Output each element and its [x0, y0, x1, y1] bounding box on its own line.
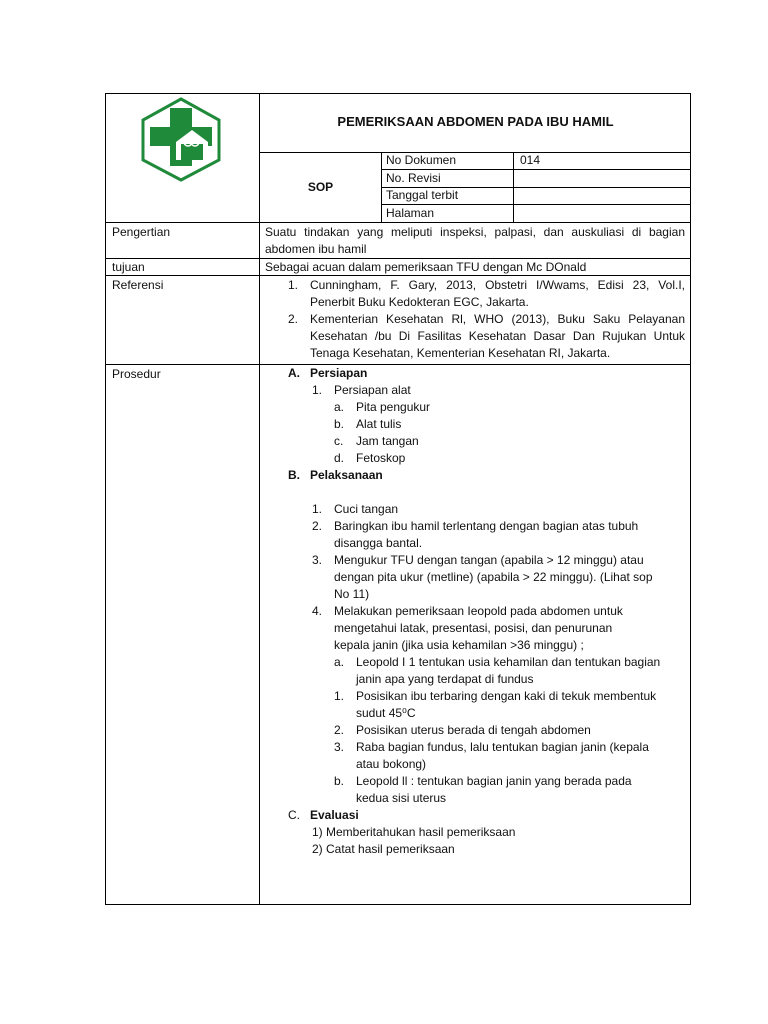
referensi-label: Referensi	[112, 278, 164, 292]
list-item: a. Leopold I 1 tentukan usia kehamilan dan tentukan bagian janin apa yang terdapat di fundus	[334, 655, 661, 686]
meta-value-tanggal-terbit	[520, 187, 697, 204]
prosedur-content	[288, 365, 688, 858]
meta-labels	[382, 152, 513, 222]
meta-label-halaman: Halaman	[386, 206, 435, 220]
list-item: 1. Persiapan alat	[312, 383, 411, 397]
list-item: 4. Melakukan pemeriksaan Ieopold pada abdomen untuk mengetahui latak, presentasi, posisi, dan penurunan kepala janin (jika usia kehamilan >36 minggu) ;	[312, 604, 623, 652]
document-title: PEMERIKSAAN ABDOMEN PADA IBU HAMIL	[337, 114, 614, 129]
meta-value-no-dokumen: 014	[520, 153, 541, 167]
list-item: 2) Catat hasil pemeriksaan	[312, 842, 455, 856]
meta-label-no-revisi: No. Revisi	[386, 171, 441, 185]
meta-value-no-revisi	[520, 170, 697, 187]
list-item: 2. Kementerian Kesehatan Rl, WHO (2013), Buku Saku Pelayanan Kesehatan /bu Di Fasilitas Kesehatan Dasar Dan Rujukan Untuk Tenaga Kesehatan, Kementerian Kesehatan RI, Jakarta.	[288, 312, 685, 360]
list-item: 1. Cunningham, F. Gary, 2013, Obstetri I/Wwams, Edisi 23, Vol.I, Penerbit Buku Kedokteran EGC, Jakarta.	[288, 278, 685, 309]
meta-values	[514, 152, 691, 222]
meta-label-tanggal-terbit: Tanggal terbit	[386, 188, 459, 202]
prosedur-label: Prosedur	[112, 367, 161, 381]
row-line-header	[106, 222, 691, 223]
logo	[136, 96, 226, 182]
meta-label-no-dokumen: No Dokumen	[386, 153, 457, 167]
tujuan-label: tujuan	[112, 260, 145, 274]
section-b-title: B. Pelaksanaan	[288, 468, 383, 482]
list-item: d. Fetoskop	[334, 451, 406, 465]
list-item: b. Alat tulis	[334, 417, 402, 431]
tujuan-text: Sebagai acuan dalam pemeriksaan TFU dengan Mc DOnald	[265, 260, 587, 274]
pengertian-text: Suatu tindakan yang meliputi inspeksi, palpasi, dan auskuliasi di bagian abdomen ibu hamil	[265, 225, 685, 256]
section-a-title: A. Persiapan	[288, 366, 368, 380]
list-item: 2. Posisikan uterus berada di tengah abdomen	[334, 723, 591, 737]
column-divider	[259, 94, 260, 905]
list-item: b. Leopold ll : tentukan bagian janin yang berada pada kedua sisi uterus	[334, 774, 632, 805]
list-item: a. Pita pengukur	[334, 400, 431, 414]
list-item: 1. Posisikan ibu terbaring dengan kaki di tekuk membentuk sudut 45⁰C	[334, 689, 657, 720]
meta-value-halaman	[520, 205, 697, 222]
list-item: 2. Baringkan ibu hamil terlentang dengan bagian atas tubuh disangga bantal.	[312, 519, 639, 550]
puskesmas-logo-icon	[136, 96, 226, 182]
list-item: 3. Raba bagian fundus, lalu tentukan bagian janin (kepala atau bokong)	[334, 740, 649, 771]
list-item: 3. Mengukur TFU dengan tangan (apabila > 12 minggu) atau dengan pita ukur (metline) (apabila > 22 minggu). (Lihat sop No 11)	[312, 553, 653, 601]
sop-document	[105, 93, 691, 905]
pengertian-label: Pengertian	[112, 225, 171, 239]
list-item: c. Jam tangan	[334, 434, 419, 448]
list-item: 1) Memberitahukan hasil pemeriksaan	[312, 825, 516, 839]
list-item: 1. Cuci tangan	[312, 502, 399, 516]
section-c-title: C. Evaluasi	[288, 808, 359, 822]
referensi-list	[288, 277, 685, 362]
sop-label: SOP	[307, 180, 334, 194]
